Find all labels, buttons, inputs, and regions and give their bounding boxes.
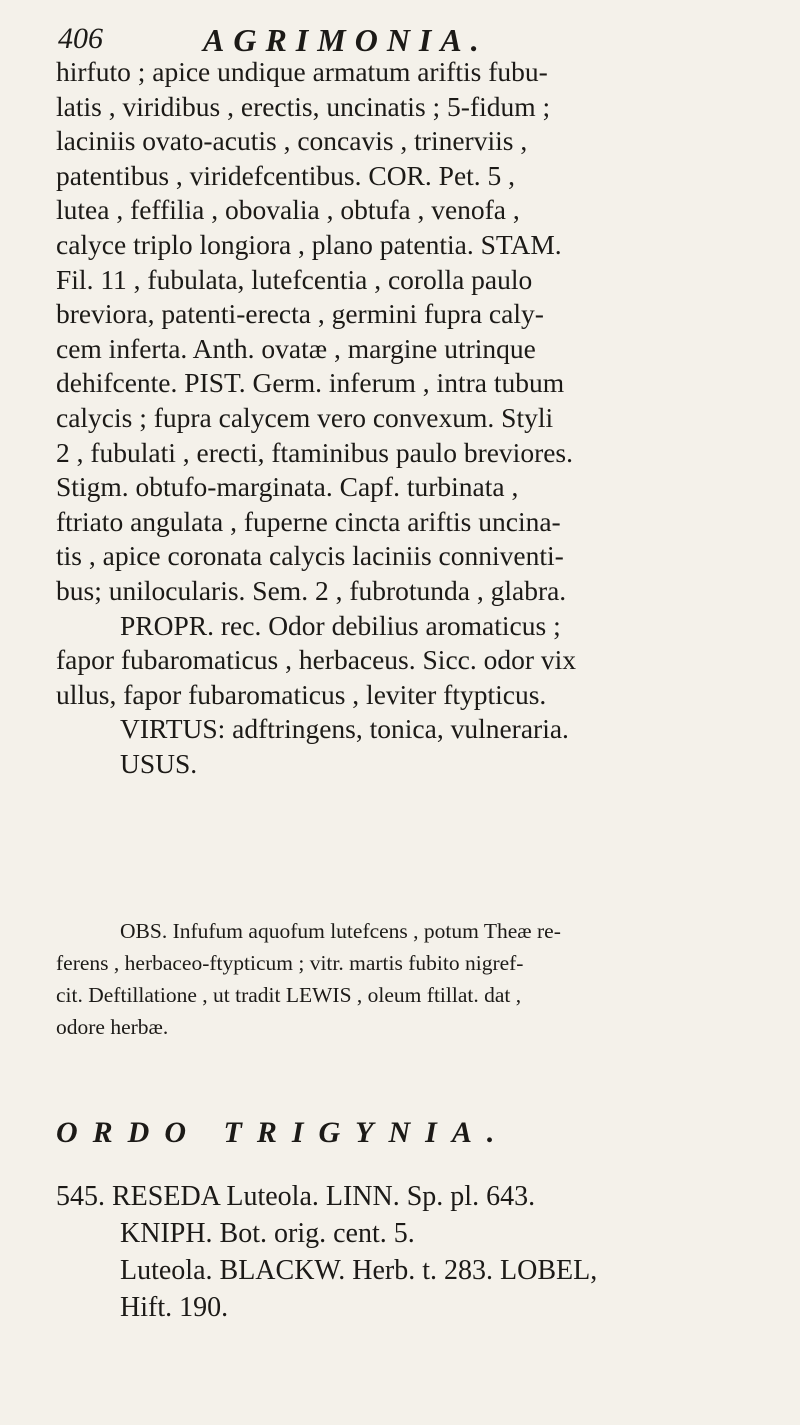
text-line: VIRTUS: adftringens, tonica, vulneraria.	[120, 713, 569, 745]
species-entry	[56, 1178, 772, 1326]
text-line: bus; unilocularis. Sem. 2 , fubrotunda , glabra.	[56, 574, 567, 606]
text-line: laciniis ovato-acutis , concavis , trinerviis ,	[56, 125, 528, 157]
text-line: Fil. 11 , fubulata, lutefcentia , corolla paulo	[56, 263, 533, 295]
text-line: tis , apice coronata calycis laciniis conniventi-	[56, 540, 564, 572]
entry-line: 545. RESEDA Luteola. LINN. Sp. pl. 643.	[56, 1181, 536, 1212]
text-line: calycis ; fupra calycem vero convexum. Styli	[56, 401, 554, 433]
text-line: hirfuto ; apice undique armatum ariftis fubu-	[56, 56, 548, 87]
observation-note	[56, 915, 772, 1043]
order-heading: ORDO TRIGYNIA.	[56, 1116, 510, 1149]
text-line: lutea , feffilia , obovalia , obtufa , venofa ,	[56, 194, 520, 226]
text-line: PROPR. rec. Odor debilius aromaticus ;	[120, 609, 561, 641]
text-line: 2 , fubulati , erecti, ftaminibus paulo breviores.	[56, 436, 574, 468]
entry-line: Luteola. BLACKW. Herb. t. 283. LOBEL,	[120, 1255, 598, 1286]
text-line: ftriato angulata , fuperne cincta ariftis uncina-	[56, 505, 561, 537]
running-title: AGRIMONIA.	[203, 22, 488, 58]
note-line: odore herbæ.	[56, 1015, 169, 1039]
text-line: Stigm. obtufo-marginata. Capf. turbinata ,	[56, 471, 519, 503]
text-line: patentibus , viridefcentibus. COR. Pet. 5 ,	[56, 159, 516, 191]
text-line: breviora, patenti-erecta , germini fupra caly-	[56, 298, 544, 330]
text-line: ullus, fapor fubaromaticus , leviter ftypticus.	[56, 678, 547, 710]
description-text	[56, 55, 772, 781]
text-line: cem inferta. Anth. ovatæ , margine utrinque	[56, 332, 536, 364]
note-line: ferens , herbaceo-ftypticum ; vitr. martis fubito nigref-	[56, 951, 524, 975]
entry-line: KNIPH. Bot. orig. cent. 5.	[120, 1218, 415, 1249]
note-line: cit. Deftillatione , ut tradit LEWIS , oleum ftillat. dat ,	[56, 983, 522, 1007]
text-line: fapor fubaromaticus , herbaceus. Sicc. odor vix	[56, 644, 577, 676]
text-line: USUS.	[120, 747, 198, 779]
note-line: OBS. Infufum aquofum lutefcens , potum Theæ re-	[120, 919, 561, 943]
text-line: calyce triplo longiora , plano patentia. STAM.	[56, 228, 562, 260]
text-line: dehifcente. PIST. Germ. inferum , intra tubum	[56, 367, 565, 399]
text-line: latis , viridibus , erectis, uncinatis ; 5-fidum ;	[56, 90, 551, 122]
entry-line: Hift. 190.	[120, 1292, 229, 1323]
page-number: 406	[58, 22, 103, 55]
